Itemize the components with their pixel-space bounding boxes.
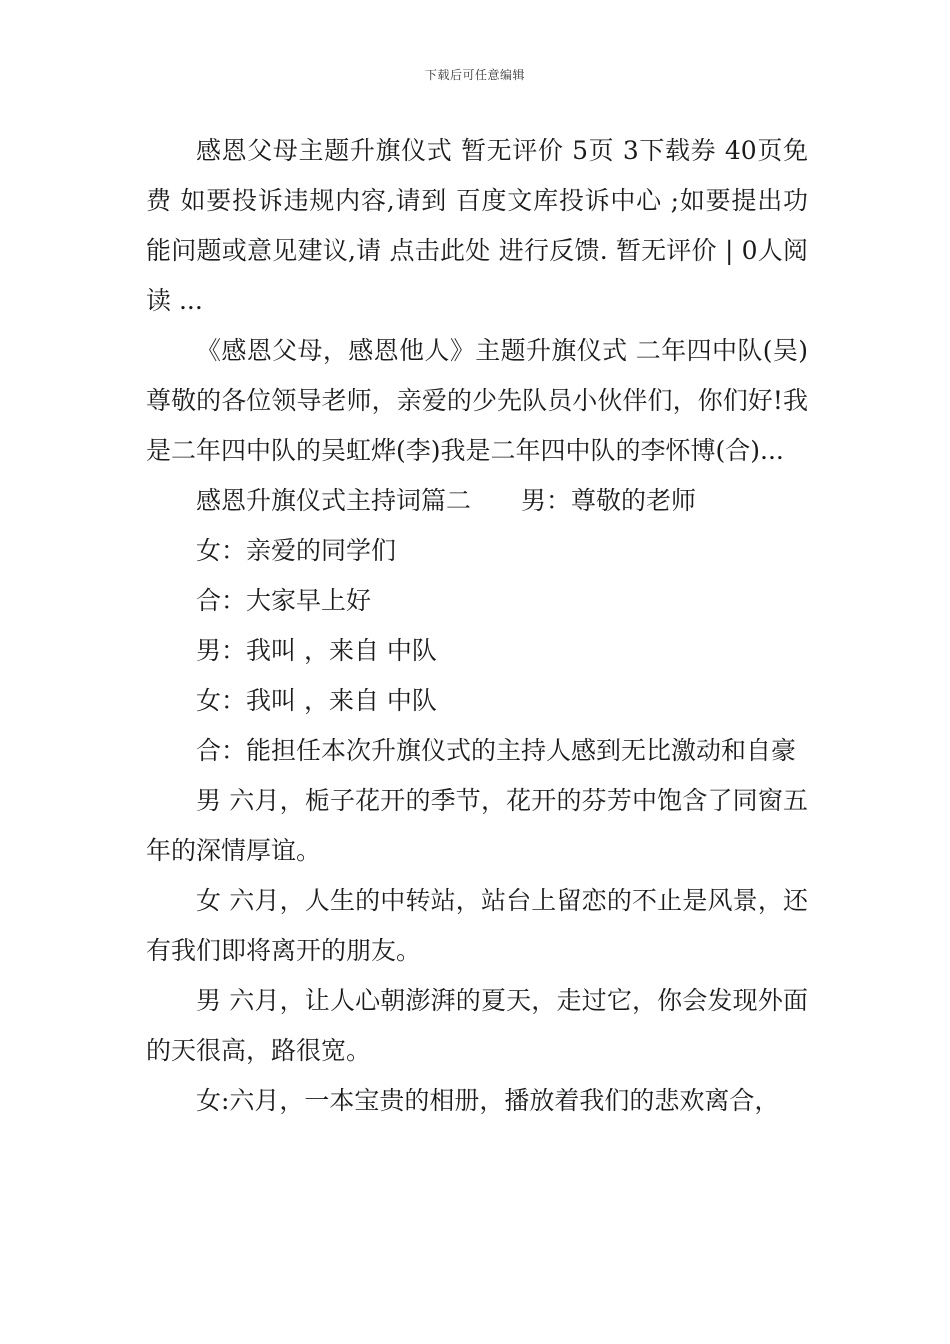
- paragraph-11: 男 六月，让人心朝澎湃的夏天，走过它，你会发现外面的天很高，路很宽。: [146, 986, 808, 1065]
- paragraph-4: 女：亲爱的同学们: [196, 536, 397, 565]
- paragraph-9: 男 六月，栀子花开的季节，花开的芬芳中饱含了同窗五年的深情厚谊。: [146, 786, 808, 865]
- paragraph-6: 男：我叫 ，来自 中队: [196, 636, 437, 665]
- paragraph-7: 女：我叫 ，来自 中队: [196, 686, 437, 715]
- paragraph-10: 女 六月，人生的中转站，站台上留恋的不止是风景，还有我们即将离开的朋友。: [146, 886, 808, 965]
- paragraph-5: 合：大家早上好: [196, 586, 372, 615]
- paragraph-2: 《感恩父母，感恩他人》主题升旗仪式 二年四中队(吴)尊敬的各位领导老师，亲爱的少先队员小伙伴们，你们好!我是二年四中队的吴虹烨(李)我是二年四中队的李怀博(合)...: [146, 336, 808, 465]
- paragraph-1: 感恩父母主题升旗仪式 暂无评价 5页 3下载券 40页免费 如要投诉违规内容,请到 百度文库投诉中心 ;如要提出功能问题或意见建议,请 点击此处 进行反馈. 暂无评价 | 0人阅读 ...: [146, 136, 808, 315]
- paragraph-12: 女:六月，一本宝贵的相册，播放着我们的悲欢离合，: [196, 1086, 780, 1115]
- paragraph-3: 感恩升旗仪式主持词篇二 男：尊敬的老师: [196, 486, 697, 515]
- paragraph-8: 合：能担任本次升旗仪式的主持人感到无比激动和自豪: [196, 736, 797, 765]
- document-body: [146, 126, 808, 1126]
- header-note: 下载后可任意编辑: [424, 68, 525, 82]
